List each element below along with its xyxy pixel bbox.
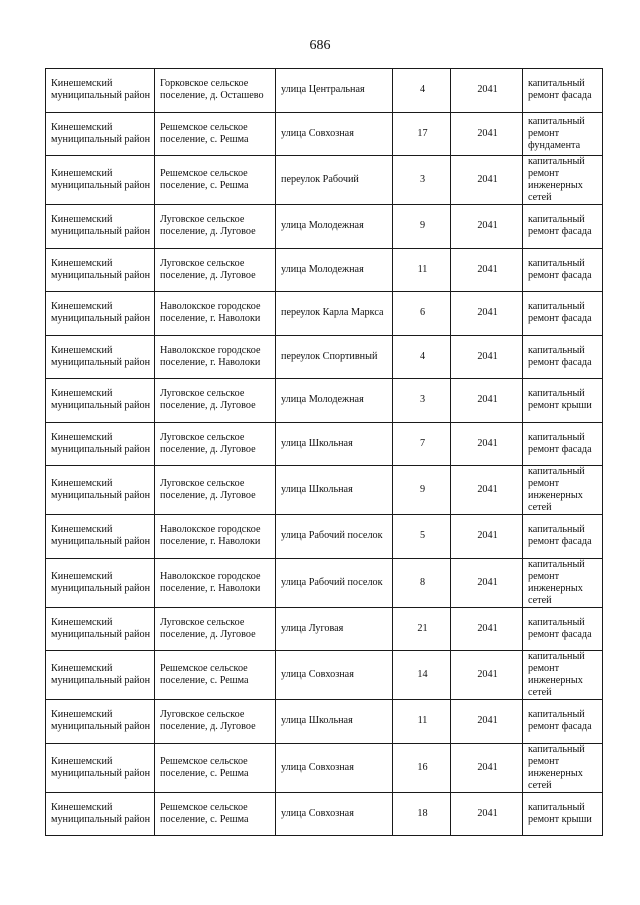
work-type-cell: капитальный ремонт фасада [523, 515, 603, 559]
settlement-cell: Решемское сельское поселение, с. Решма [155, 651, 276, 700]
table-row [46, 515, 603, 559]
house-number-cell: 5 [393, 515, 451, 559]
street-cell: улица Совхозная [276, 743, 393, 792]
street-cell: улица Школьная [276, 466, 393, 515]
settlement-cell: Луговское сельское поселение, д. Луговое [155, 379, 276, 423]
district-cell: Кинешемский муниципальный район [46, 700, 155, 744]
work-type-cell: капитальный ремонт инженерных сетей [523, 466, 603, 515]
house-number-cell: 7 [393, 422, 451, 466]
district-cell: Кинешемский муниципальный район [46, 466, 155, 515]
settlement-cell: Наволокское городское поселение, г. Наволоки [155, 292, 276, 336]
year-cell: 2041 [451, 792, 523, 836]
table-row [46, 69, 603, 113]
table-row [46, 292, 603, 336]
table-row [46, 558, 603, 607]
settlement-cell: Луговское сельское поселение, д. Луговое [155, 205, 276, 249]
year-cell: 2041 [451, 69, 523, 113]
street-cell: улица Луговая [276, 607, 393, 651]
settlement-cell: Решемское сельское поселение, с. Решма [155, 112, 276, 156]
street-cell: улица Школьная [276, 700, 393, 744]
settlement-cell: Решемское сельское поселение, с. Решма [155, 743, 276, 792]
year-cell: 2041 [451, 156, 523, 205]
district-cell: Кинешемский муниципальный район [46, 422, 155, 466]
year-cell: 2041 [451, 422, 523, 466]
house-number-cell: 14 [393, 651, 451, 700]
work-type-cell: капитальный ремонт фасада [523, 422, 603, 466]
table-row [46, 466, 603, 515]
table-row [46, 112, 603, 156]
table-row [46, 700, 603, 744]
year-cell: 2041 [451, 558, 523, 607]
street-cell: улица Рабочий поселок [276, 515, 393, 559]
work-type-cell: капитальный ремонт инженерных сетей [523, 558, 603, 607]
table-body [46, 69, 603, 836]
work-type-cell: капитальный ремонт инженерных сетей [523, 651, 603, 700]
settlement-cell: Луговское сельское поселение, д. Луговое [155, 700, 276, 744]
street-cell: переулок Спортивный [276, 335, 393, 379]
district-cell: Кинешемский муниципальный район [46, 792, 155, 836]
work-type-cell: капитальный ремонт фасада [523, 335, 603, 379]
year-cell: 2041 [451, 466, 523, 515]
street-cell: переулок Рабочий [276, 156, 393, 205]
house-number-cell: 9 [393, 466, 451, 515]
district-cell: Кинешемский муниципальный район [46, 607, 155, 651]
house-number-cell: 4 [393, 69, 451, 113]
year-cell: 2041 [451, 651, 523, 700]
work-type-cell: капитальный ремонт фасада [523, 69, 603, 113]
work-type-cell: капитальный ремонт крыши [523, 792, 603, 836]
street-cell: улица Школьная [276, 422, 393, 466]
street-cell: улица Рабочий поселок [276, 558, 393, 607]
table-row [46, 792, 603, 836]
table-row [46, 248, 603, 292]
year-cell: 2041 [451, 205, 523, 249]
district-cell: Кинешемский муниципальный район [46, 651, 155, 700]
work-type-cell: капитальный ремонт инженерных сетей [523, 156, 603, 205]
table-row [46, 379, 603, 423]
work-type-cell: капитальный ремонт фасада [523, 607, 603, 651]
street-cell: улица Молодежная [276, 248, 393, 292]
district-cell: Кинешемский муниципальный район [46, 156, 155, 205]
settlement-cell: Луговское сельское поселение, д. Луговое [155, 607, 276, 651]
district-cell: Кинешемский муниципальный район [46, 558, 155, 607]
year-cell: 2041 [451, 379, 523, 423]
table-row [46, 422, 603, 466]
house-number-cell: 18 [393, 792, 451, 836]
house-number-cell: 8 [393, 558, 451, 607]
work-type-cell: капитальный ремонт фасада [523, 248, 603, 292]
district-cell: Кинешемский муниципальный район [46, 112, 155, 156]
street-cell: переулок Карла Маркса [276, 292, 393, 336]
district-cell: Кинешемский муниципальный район [46, 379, 155, 423]
table-row [46, 205, 603, 249]
repair-schedule-table [45, 68, 603, 836]
settlement-cell: Решемское сельское поселение, с. Решма [155, 156, 276, 205]
settlement-cell: Наволокское городское поселение, г. Наволоки [155, 558, 276, 607]
house-number-cell: 6 [393, 292, 451, 336]
work-type-cell: капитальный ремонт инженерных сетей [523, 743, 603, 792]
district-cell: Кинешемский муниципальный район [46, 515, 155, 559]
house-number-cell: 17 [393, 112, 451, 156]
table-row [46, 743, 603, 792]
work-type-cell: капитальный ремонт фундамента [523, 112, 603, 156]
street-cell: улица Молодежная [276, 379, 393, 423]
year-cell: 2041 [451, 700, 523, 744]
year-cell: 2041 [451, 292, 523, 336]
page-number: 686 [309, 38, 331, 53]
house-number-cell: 9 [393, 205, 451, 249]
district-cell: Кинешемский муниципальный район [46, 248, 155, 292]
settlement-cell: Луговское сельское поселение, д. Луговое [155, 466, 276, 515]
district-cell: Кинешемский муниципальный район [46, 743, 155, 792]
settlement-cell: Горковское сельское поселение, д. Осташево [155, 69, 276, 113]
house-number-cell: 3 [393, 156, 451, 205]
house-number-cell: 4 [393, 335, 451, 379]
table-row [46, 335, 603, 379]
year-cell: 2041 [451, 515, 523, 559]
district-cell: Кинешемский муниципальный район [46, 292, 155, 336]
table-row [46, 651, 603, 700]
work-type-cell: капитальный ремонт фасада [523, 205, 603, 249]
settlement-cell: Луговское сельское поселение, д. Луговое [155, 248, 276, 292]
street-cell: улица Центральная [276, 69, 393, 113]
house-number-cell: 11 [393, 700, 451, 744]
settlement-cell: Решемское сельское поселение, с. Решма [155, 792, 276, 836]
year-cell: 2041 [451, 335, 523, 379]
work-type-cell: капитальный ремонт крыши [523, 379, 603, 423]
settlement-cell: Наволокское городское поселение, г. Наволоки [155, 335, 276, 379]
house-number-cell: 11 [393, 248, 451, 292]
street-cell: улица Совхозная [276, 792, 393, 836]
table-row [46, 607, 603, 651]
table-row [46, 156, 603, 205]
settlement-cell: Луговское сельское поселение, д. Луговое [155, 422, 276, 466]
house-number-cell: 3 [393, 379, 451, 423]
year-cell: 2041 [451, 112, 523, 156]
year-cell: 2041 [451, 248, 523, 292]
year-cell: 2041 [451, 743, 523, 792]
district-cell: Кинешемский муниципальный район [46, 69, 155, 113]
street-cell: улица Совхозная [276, 112, 393, 156]
street-cell: улица Совхозная [276, 651, 393, 700]
work-type-cell: капитальный ремонт фасада [523, 700, 603, 744]
work-type-cell: капитальный ремонт фасада [523, 292, 603, 336]
house-number-cell: 21 [393, 607, 451, 651]
settlement-cell: Наволокское городское поселение, г. Наволоки [155, 515, 276, 559]
street-cell: улица Молодежная [276, 205, 393, 249]
district-cell: Кинешемский муниципальный район [46, 335, 155, 379]
district-cell: Кинешемский муниципальный район [46, 205, 155, 249]
house-number-cell: 16 [393, 743, 451, 792]
year-cell: 2041 [451, 607, 523, 651]
